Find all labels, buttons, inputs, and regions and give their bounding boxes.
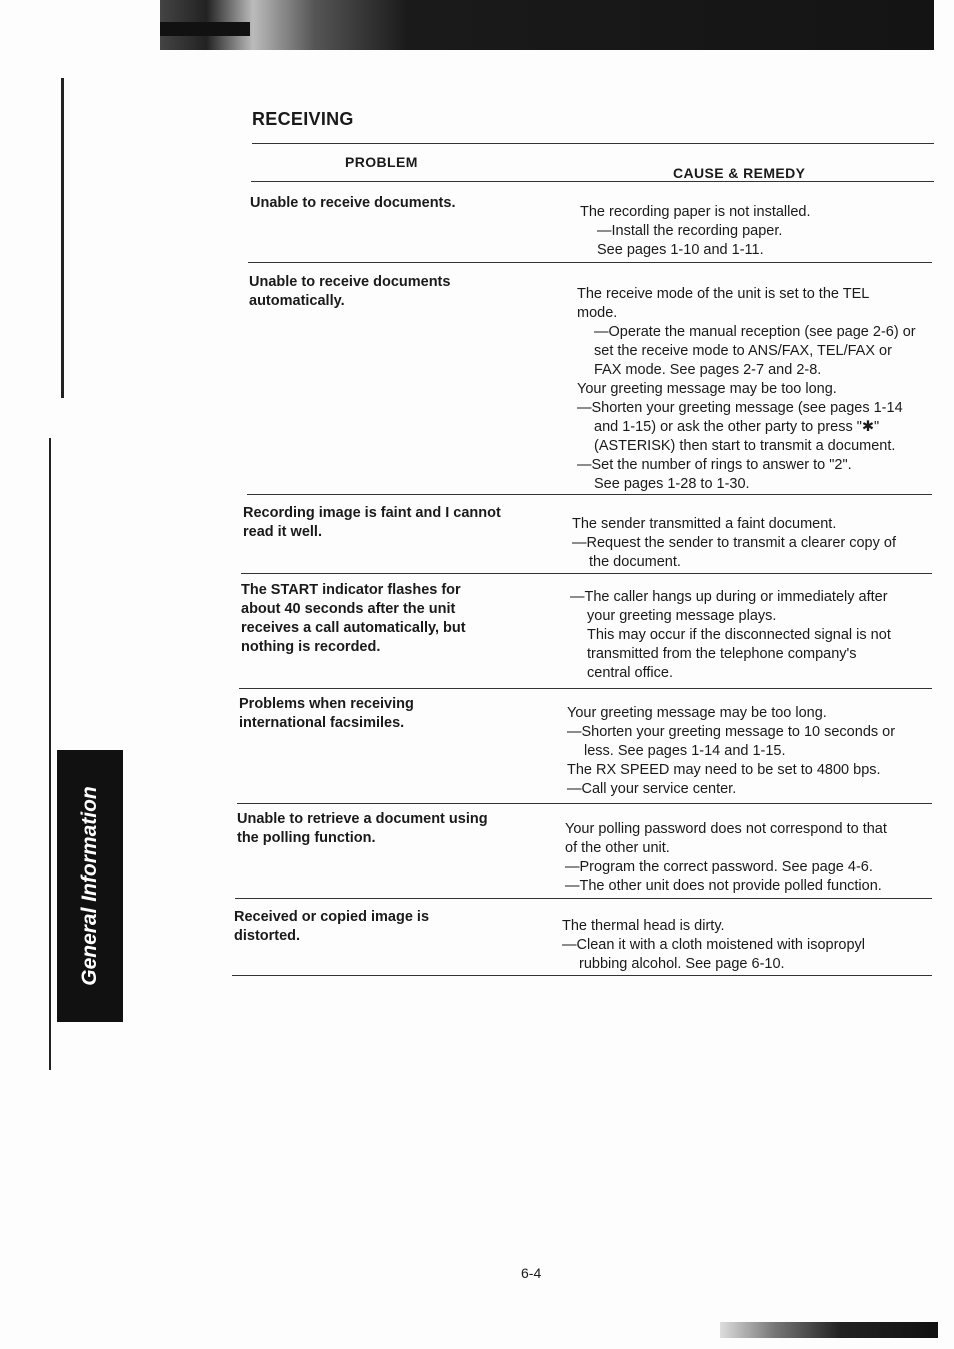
remedy-line: less. See pages 1-14 and 1-15.	[584, 743, 786, 759]
cause-remedy-text	[570, 588, 891, 683]
problem-line: automatically.	[249, 293, 345, 309]
problem-text	[234, 908, 429, 946]
remedy-line: —Install the recording paper.	[597, 223, 783, 239]
problem-line: Unable to receive documents.	[250, 195, 456, 211]
remedy-line: your greeting message plays.	[587, 608, 777, 624]
remedy-line: Your polling password does not correspond to that	[565, 821, 887, 837]
cause-remedy-text	[577, 285, 916, 494]
header-decorative-bar	[160, 0, 934, 50]
row-separator	[235, 898, 932, 899]
remedy-line: the document.	[589, 554, 681, 570]
cause-remedy-text	[580, 203, 811, 260]
problem-line: read it well.	[243, 524, 322, 540]
remedy-line: The recording paper is not installed.	[580, 204, 811, 220]
problem-text	[249, 273, 450, 311]
remedy-line: FAX mode. See pages 2-7 and 2-8.	[594, 362, 822, 378]
row-separator	[239, 688, 932, 689]
remedy-line: See pages 1-28 to 1-30.	[594, 476, 750, 492]
cause-remedy-text	[562, 917, 865, 974]
problem-line: about 40 seconds after the unit	[241, 601, 456, 617]
problem-text	[239, 695, 414, 733]
problem-line: the polling function.	[237, 830, 376, 846]
margin-line	[49, 438, 51, 1070]
footer-decorative-bar	[720, 1322, 938, 1338]
problem-column-header: PROBLEM	[345, 154, 418, 170]
remedy-line: Your greeting message may be too long.	[567, 705, 827, 721]
cause-remedy-text	[565, 820, 887, 896]
row-separator	[237, 803, 932, 804]
remedy-line: —The other unit does not provide polled function.	[565, 878, 882, 894]
problem-line: receives a call automatically, but	[241, 620, 466, 636]
remedy-line: Your greeting message may be too long.	[577, 381, 837, 397]
problem-line: Recording image is faint and I cannot	[243, 505, 501, 521]
problem-text	[243, 504, 501, 542]
problem-line: Unable to receive documents	[249, 274, 451, 290]
problem-line: nothing is recorded.	[241, 639, 381, 655]
remedy-line: —Set the number of rings to answer to "2".	[577, 457, 852, 473]
remedy-line: transmitted from the telephone company's	[587, 646, 857, 662]
section-title: RECEIVING	[252, 109, 354, 129]
remedy-line: —Shorten your greeting message (see pages 1-14	[577, 400, 903, 416]
row-separator	[241, 573, 932, 574]
problem-line: The START indicator flashes for	[241, 582, 461, 598]
remedy-line: —Operate the manual reception (see page 2-6) or	[594, 324, 916, 340]
remedy-line: and 1-15) or ask the other party to press "✱"	[594, 419, 880, 435]
remedy-line: The thermal head is dirty.	[562, 918, 725, 934]
side-section-tab	[57, 750, 123, 1022]
remedy-line: —Clean it with a cloth moistened with isopropyl	[562, 937, 866, 953]
table-top-rule	[252, 143, 934, 144]
remedy-line: The sender transmitted a faint document.	[572, 516, 837, 532]
margin-line	[61, 78, 64, 398]
problem-line: Problems when receiving	[239, 696, 414, 712]
remedy-line: (ASTERISK) then start to transmit a document.	[594, 438, 896, 454]
remedy-line: —The caller hangs up during or immediately after	[570, 589, 888, 605]
problem-text	[237, 810, 488, 848]
row-separator	[248, 262, 932, 263]
remedy-line: rubbing alcohol. See page 6-10.	[579, 956, 785, 972]
problem-text	[250, 194, 455, 213]
remedy-line: central office.	[587, 665, 673, 681]
remedy-line: mode.	[577, 305, 618, 321]
remedy-line: This may occur if the disconnected signal is not	[587, 627, 891, 643]
problem-line: Unable to retrieve a document using	[237, 811, 488, 827]
remedy-line: —Request the sender to transmit a clearer copy of	[572, 535, 896, 551]
page-number: 6-4	[521, 1265, 542, 1281]
problem-line: international facsimiles.	[239, 715, 405, 731]
side-tab-label: General Information	[78, 786, 101, 986]
problem-line: Received or copied image is	[234, 909, 430, 925]
row-separator	[247, 494, 932, 495]
cause-remedy-text	[567, 704, 895, 799]
table-header-rule	[251, 181, 934, 182]
cause-remedy-column-header: CAUSE & REMEDY	[673, 165, 806, 181]
remedy-line: of the other unit.	[565, 840, 670, 856]
remedy-line: —Program the correct password. See page 4-6.	[565, 859, 873, 875]
remedy-line: —Shorten your greeting message to 10 seconds or	[567, 724, 896, 740]
remedy-line: The RX SPEED may need to be set to 4800 bps.	[567, 762, 881, 778]
remedy-line: set the receive mode to ANS/FAX, TEL/FAX or	[594, 343, 892, 359]
problem-text	[241, 581, 466, 657]
row-separator	[232, 975, 932, 976]
cause-remedy-text	[572, 515, 896, 572]
problem-line: distorted.	[234, 928, 301, 944]
remedy-line: —Call your service center.	[567, 781, 737, 797]
remedy-line: The receive mode of the unit is set to the TEL	[577, 286, 870, 302]
remedy-line: See pages 1-10 and 1-11.	[597, 242, 764, 258]
